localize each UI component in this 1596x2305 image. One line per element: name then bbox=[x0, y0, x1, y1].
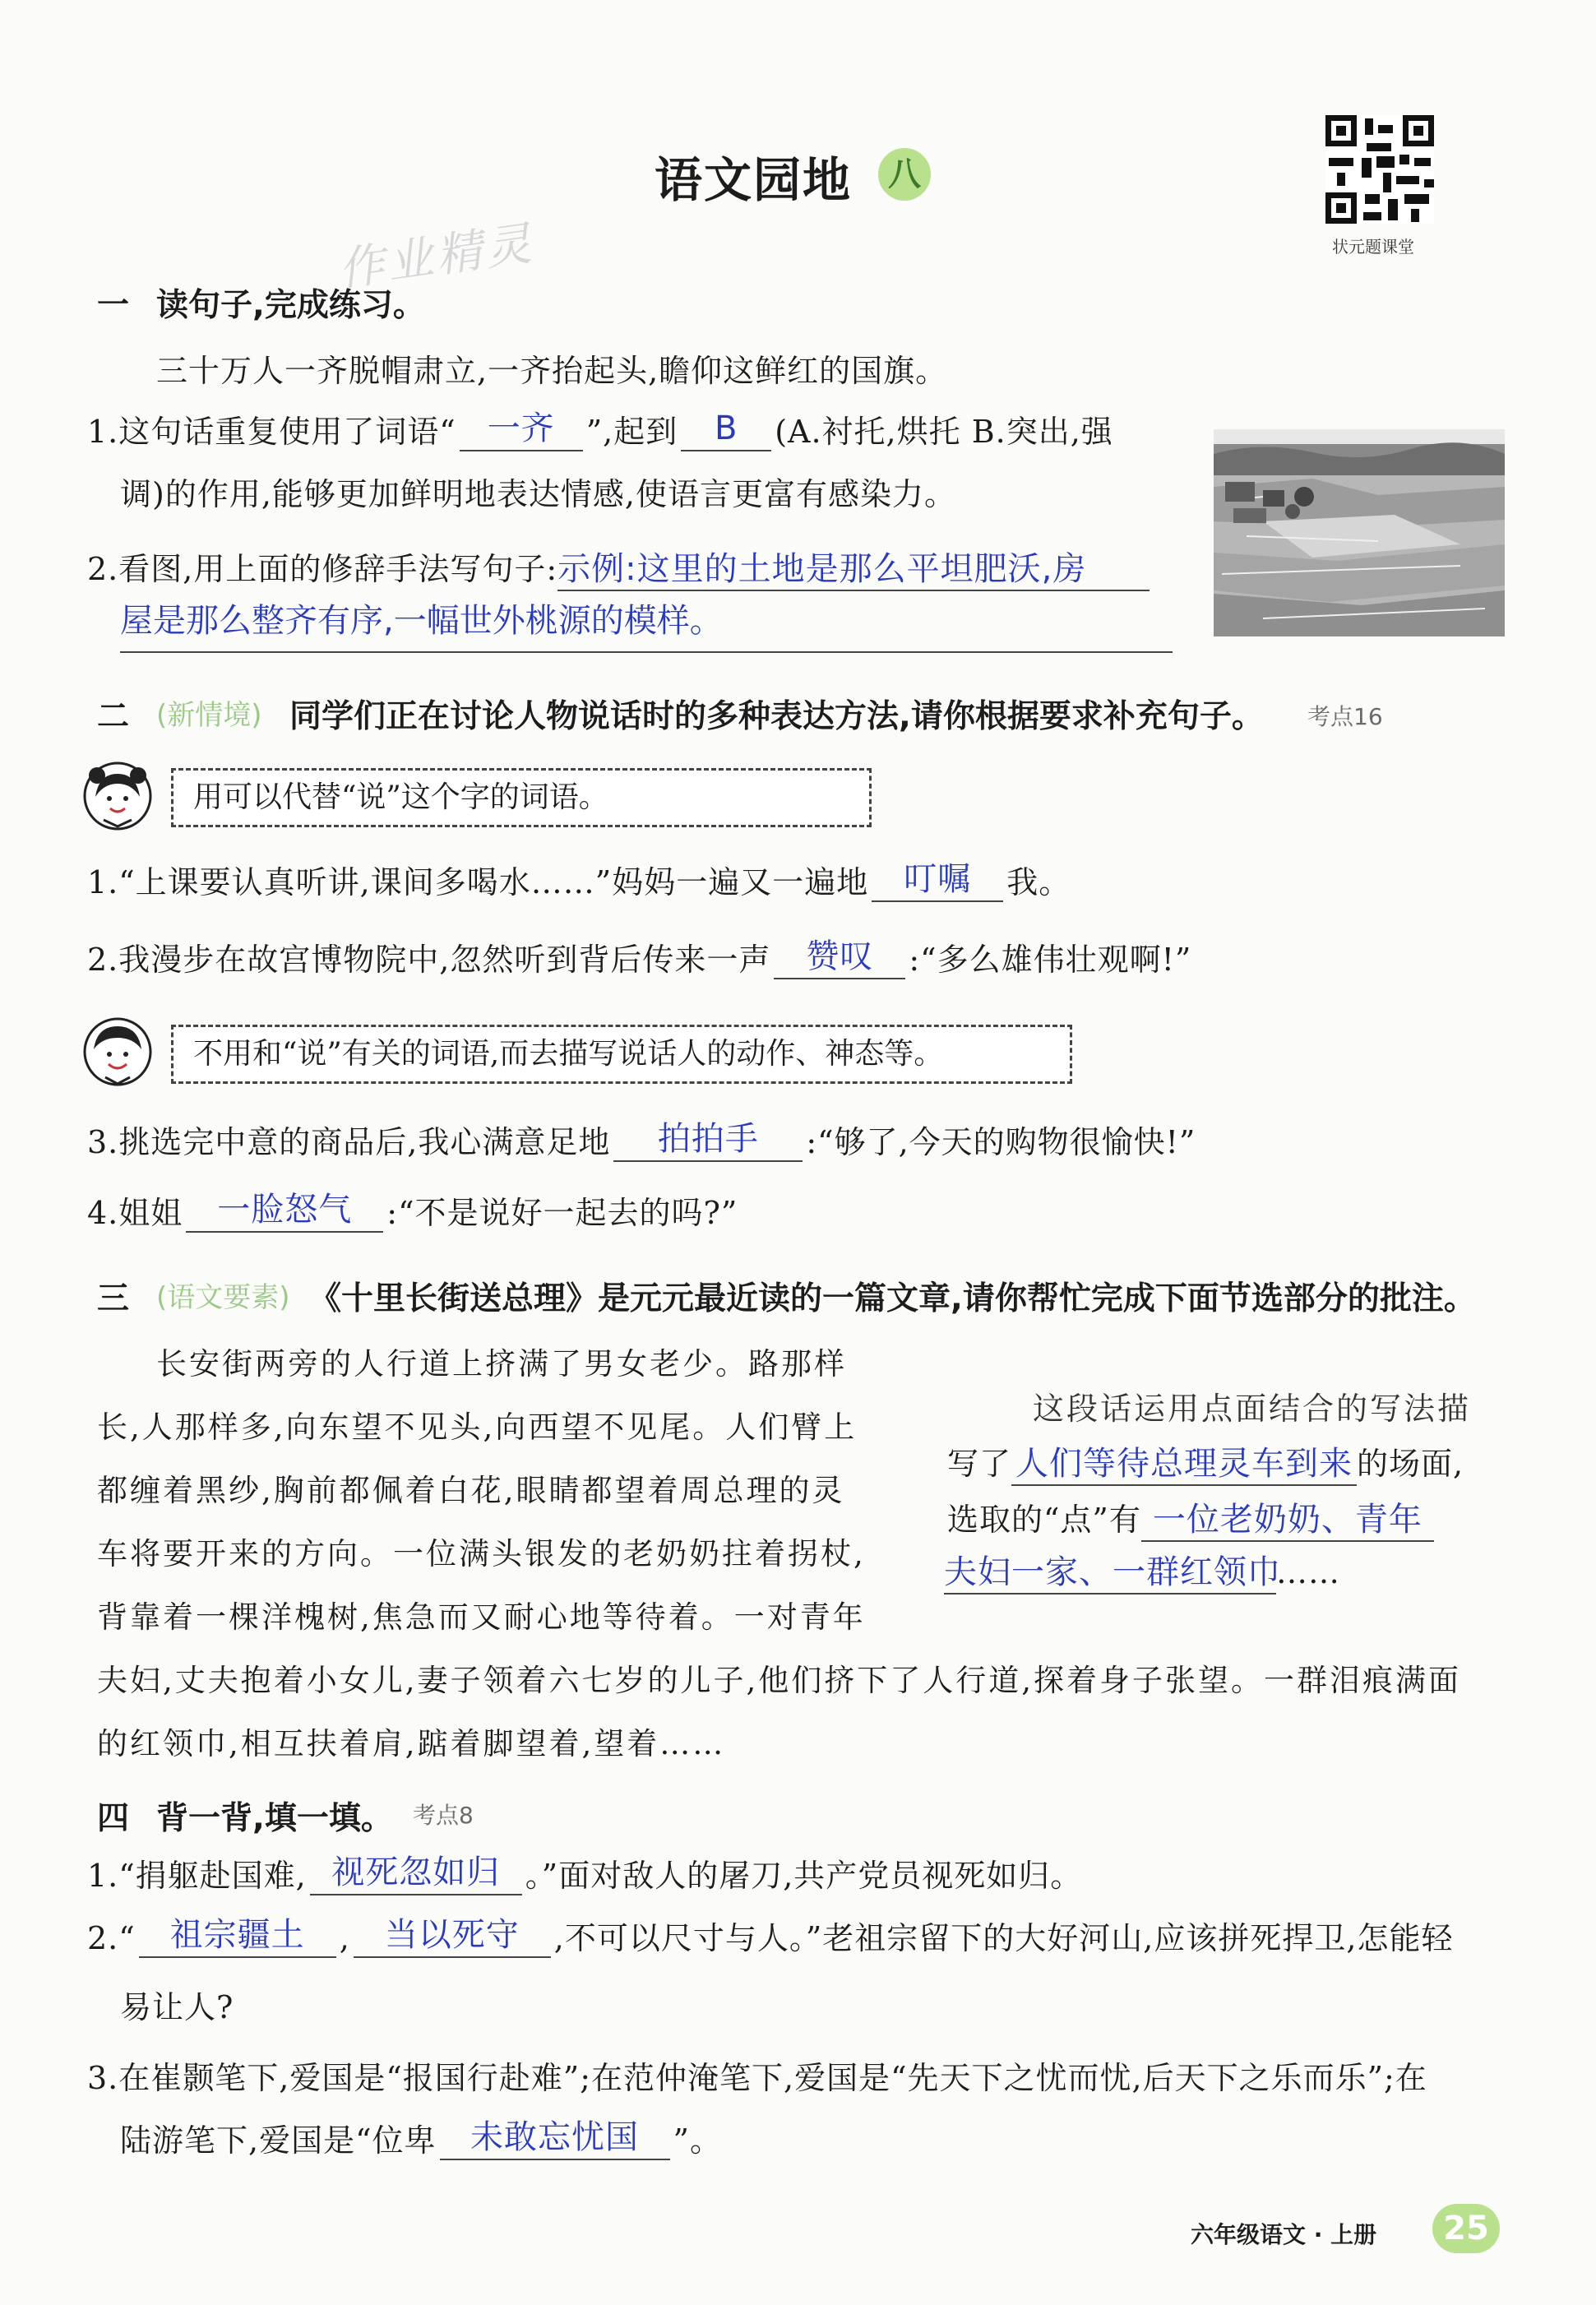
book-label: 六年级语文 · 上册 bbox=[1191, 2221, 1377, 2248]
s2-q1-answer[interactable]: 叮嘱 bbox=[904, 860, 972, 898]
s3-note-text-a: 写了 bbox=[947, 1446, 1012, 1482]
s3-note-answer-2[interactable]: 一位老奶奶、青年 bbox=[1152, 1501, 1423, 1539]
s4-q2-answer-2[interactable]: 当以死守 bbox=[384, 1916, 520, 1954]
section-4-number: 四 bbox=[97, 1800, 130, 1837]
s2-q1 bbox=[87, 857, 1071, 902]
s4-q1 bbox=[87, 1850, 1082, 1895]
s1-q1-text-c: (A.衬托,烘托 B.突出,强 bbox=[775, 414, 1113, 450]
s2-q3-text-b: :“够了,今天的购物很愉快!” bbox=[806, 1124, 1196, 1160]
qr-label: 状元题课堂 bbox=[1332, 237, 1414, 257]
s2-q2-text-a: 2.我漫步在故宫博物院中,忽然听到背后传来一声 bbox=[87, 942, 771, 978]
s3-note-line-2 bbox=[947, 1437, 1464, 1486]
s3-passage-line-4: 车将要开来的方向。一位满头银发的老奶奶拄着拐杖, bbox=[97, 1536, 866, 1571]
s4-q2-line2: 易让人? bbox=[120, 1989, 234, 2025]
s2-q2 bbox=[87, 934, 1191, 979]
s3-note-answer-1[interactable]: 人们等待总理灵车到来 bbox=[1015, 1445, 1353, 1483]
s4-q1-answer[interactable]: 视死忽如归 bbox=[331, 1854, 501, 1891]
s3-passage-line-2: 长,人那样多,向东望不见头,向西望不见尾。人们臂上 bbox=[97, 1409, 858, 1445]
s1-sentence: 三十万人一齐脱帽肃立,一齐抬起头,瞻仰这鲜红的国旗。 bbox=[156, 353, 948, 389]
s3-passage-line-6: 夫妇,丈夫抱着小女儿,妻子领着六七岁的儿子,他们挤下了人行道,探着身子张望。一群泪痕满面 bbox=[97, 1663, 1462, 1698]
s2-q2-answer[interactable]: 赞叹 bbox=[806, 937, 874, 975]
section-3-title: 《十里长街送总理》是元元最近读的一篇文章,请你帮忙完成下面节选部分的批注。 bbox=[309, 1280, 1476, 1317]
s1-q1-line1 bbox=[87, 406, 1113, 451]
section-3-tag: (语文要素) bbox=[156, 1281, 290, 1314]
s1-q1-line2: 调)的作用,能够更加鲜明地表达情感,使语言更富有感染力。 bbox=[120, 476, 956, 512]
s4-q2-text-a: 2.“ bbox=[87, 1920, 136, 1956]
s2-q3-text-a: 3.挑选完中意的商品后,我心满意足地 bbox=[87, 1124, 611, 1160]
s4-q2-answer-1[interactable]: 祖宗疆土 bbox=[169, 1916, 305, 1954]
s4-q3-line1: 3.在崔颢笔下,爱国是“报国行赴难”;在范仲淹笔下,爱国是“先天下之忧而忧,后天下之乐而乐”;在 bbox=[87, 2060, 1427, 2096]
s3-note-text-d: …… bbox=[1276, 1554, 1340, 1590]
s4-q3-text-a: 陆游笔下,爱国是“位卑 bbox=[120, 2122, 437, 2159]
s2-kaodian: 考点16 bbox=[1307, 703, 1383, 730]
qr-code[interactable] bbox=[1325, 115, 1434, 224]
s1-q1-text-a: 1.这句话重复使用了词语“ bbox=[87, 414, 456, 450]
hint-bubble-2: 不用和“说”有关的词语,而去描写说话人的动作、神态等。 bbox=[171, 1025, 1072, 1084]
s1-q1-answer-1[interactable]: 一齐 bbox=[487, 410, 555, 447]
s2-q4-text-b: :“不是说好一起去的吗?” bbox=[386, 1195, 738, 1231]
s2-q4-text-a: 4.姐姐 bbox=[87, 1195, 183, 1231]
s1-q1-text-b: ”,起到 bbox=[585, 414, 678, 450]
s3-passage-line-5: 背靠着一棵洋槐树,焦急而又耐心地等待着。一对青年 bbox=[97, 1599, 866, 1635]
section-1-title: 读句子,完成练习。 bbox=[156, 287, 425, 324]
section-1-number: 一 bbox=[97, 287, 130, 324]
girl-avatar-icon bbox=[82, 761, 153, 831]
s4-q1-text-b: 。”面对敌人的屠刀,共产党员视死如归。 bbox=[525, 1858, 1083, 1894]
s4-q3-text-b: ”。 bbox=[673, 2122, 722, 2159]
s4-q2-text-b: ,不可以尺寸与人。”老祖宗留下的大好河山,应该拼死捍卫,怎能轻 bbox=[553, 1920, 1454, 1956]
s1-q2-text: 2.看图,用上面的修辞手法写句子: bbox=[87, 551, 558, 587]
s2-q1-text-a: 1.“上课要认真听讲,课间多喝水……”妈妈一遍又一遍地 bbox=[87, 864, 869, 900]
section-4-title: 背一背,填一填。 bbox=[156, 1800, 393, 1837]
s3-passage-line-3: 都缠着黑纱,胸前都佩着白花,眼睛都望着周总理的灵 bbox=[97, 1473, 845, 1508]
s3-note-text-c: 选取的“点”有 bbox=[947, 1502, 1141, 1538]
page-title: 语文园地 bbox=[655, 152, 853, 208]
s2-q3 bbox=[87, 1117, 1196, 1162]
hint-bubble-1: 用可以代替“说”这个字的词语。 bbox=[171, 768, 872, 827]
s4-q3-answer[interactable]: 未敢忘忧国 bbox=[470, 2118, 640, 2156]
s4-q2-text-mid: , bbox=[339, 1920, 350, 1956]
s1-q1-answer-2[interactable]: B bbox=[714, 410, 738, 447]
s4-q3-line2 bbox=[120, 2115, 722, 2160]
s3-note-line-3 bbox=[947, 1493, 1434, 1542]
s1-q2-line1 bbox=[87, 543, 1150, 591]
s3-note-answer-3[interactable]: 夫妇一家、一群红领巾 bbox=[944, 1553, 1281, 1591]
s4-q1-text-a: 1.“捐躯赴国难, bbox=[87, 1858, 307, 1894]
watermark: 作业精灵 bbox=[335, 216, 538, 298]
s4-q2-line1 bbox=[87, 1913, 1453, 1958]
s2-q1-text-b: 我。 bbox=[1006, 864, 1071, 900]
s3-passage-line-7: 的红领巾,相互扶着肩,踮着脚望着,望着…… bbox=[97, 1726, 726, 1761]
s1-q2-answer-2[interactable]: 屋是那么整齐有序,一幅世外桃源的模样。 bbox=[120, 602, 723, 640]
boy-avatar-icon bbox=[82, 1016, 153, 1087]
s3-note-text-b: 的场面, bbox=[1357, 1446, 1464, 1482]
unit-badge: 八 bbox=[878, 148, 931, 201]
s3-note-line-4 bbox=[944, 1546, 1340, 1595]
s2-q3-answer[interactable]: 拍拍手 bbox=[657, 1120, 759, 1158]
s3-note-line-1: 这段话运用点面结合的写法描 bbox=[1033, 1391, 1472, 1427]
s2-q2-text-b: :“多么雄伟壮观啊!” bbox=[909, 942, 1192, 978]
s2-q4 bbox=[87, 1187, 738, 1233]
section-2-tag: (新情境) bbox=[156, 699, 262, 732]
s1-q2-line2 bbox=[120, 597, 1173, 653]
s2-q4-answer[interactable]: 一脸怒气 bbox=[217, 1191, 353, 1229]
section-2-number: 二 bbox=[97, 698, 130, 735]
s4-kaodian: 考点8 bbox=[413, 1802, 474, 1829]
s1-q2-answer-1[interactable]: 示例:这里的土地是那么平坦肥沃,房 bbox=[557, 550, 1087, 588]
landscape-photo bbox=[1214, 429, 1505, 636]
section-3-number: 三 bbox=[97, 1280, 130, 1317]
page-number: 25 bbox=[1432, 2204, 1500, 2253]
section-2-title: 同学们正在讨论人物说话时的多种表达方法,请你根据要求补充句子。 bbox=[289, 698, 1264, 735]
s3-passage-line-1: 长安街两旁的人行道上挤满了男女老少。路那样 bbox=[156, 1346, 847, 1382]
